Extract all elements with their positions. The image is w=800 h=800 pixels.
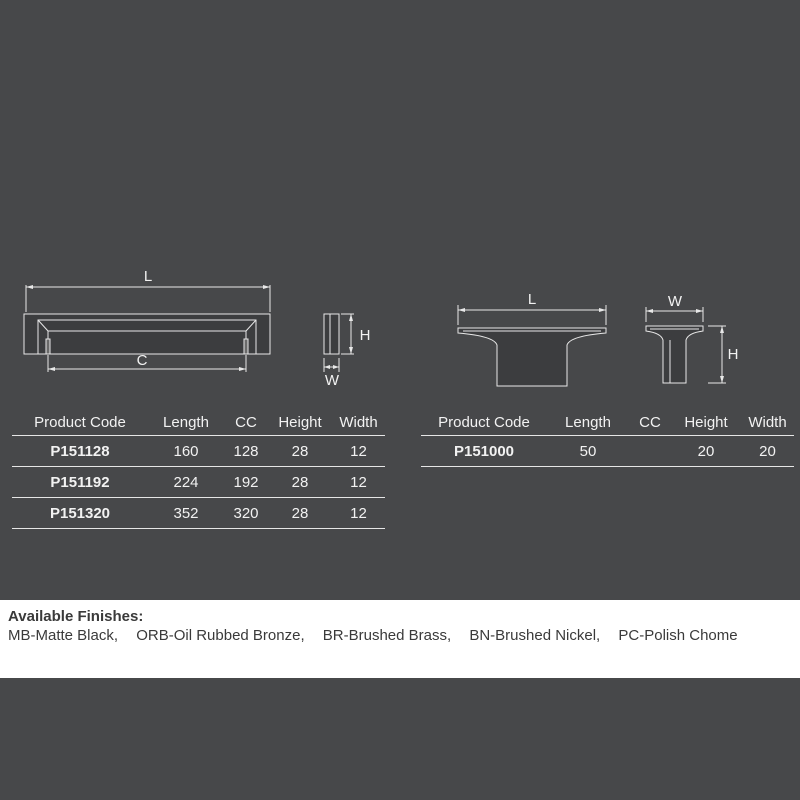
table-row xyxy=(12,498,385,529)
cc-cell: 320 xyxy=(224,498,268,529)
table-row xyxy=(12,467,385,498)
header-length: Length xyxy=(547,409,629,436)
height-cell: 28 xyxy=(268,467,332,498)
header-width: Width xyxy=(332,409,385,436)
finishes-list xyxy=(8,627,752,644)
header-height: Height xyxy=(268,409,332,436)
spec-table-knob xyxy=(421,409,794,467)
length-cell: 224 xyxy=(148,467,224,498)
table-row xyxy=(12,436,385,467)
finishes-title: Available Finishes: xyxy=(8,608,144,625)
finish-item: MB-Matte Black, xyxy=(8,627,119,644)
header-product-code: Product Code xyxy=(12,409,148,436)
width-cell: 12 xyxy=(332,436,385,467)
length-cell: 352 xyxy=(148,498,224,529)
handle-b-height-label: H xyxy=(727,346,739,363)
knob-front-view xyxy=(458,305,606,386)
header-width: Width xyxy=(741,409,794,436)
finishes-panel xyxy=(0,600,800,678)
handle-a-width-label: W xyxy=(324,372,340,389)
cc-cell: 192 xyxy=(224,467,268,498)
product-code-cell: P151192 xyxy=(12,467,148,498)
table-row xyxy=(421,436,794,467)
header-cc: CC xyxy=(629,409,671,436)
spec-table-bar-pull xyxy=(12,409,385,529)
height-cell: 28 xyxy=(268,498,332,529)
finish-item: ORB-Oil Rubbed Bronze, xyxy=(136,627,305,644)
finish-item: PC-Polish Chome xyxy=(618,627,738,644)
header-length: Length xyxy=(148,409,224,436)
width-cell: 12 xyxy=(332,498,385,529)
bar-pull-side-view xyxy=(324,314,354,372)
height-cell: 20 xyxy=(671,436,741,467)
handle-a-cc-label: C xyxy=(136,352,148,369)
length-cell: 50 xyxy=(547,436,629,467)
cc-cell xyxy=(629,436,671,467)
handle-b-width-label: W xyxy=(667,293,683,310)
product-code-cell: P151128 xyxy=(12,436,148,467)
header-height: Height xyxy=(671,409,741,436)
height-cell: 28 xyxy=(268,436,332,467)
width-cell: 20 xyxy=(741,436,794,467)
finish-item: BN-Brushed Nickel, xyxy=(469,627,601,644)
length-cell: 160 xyxy=(148,436,224,467)
handle-a-length-label: L xyxy=(143,268,153,285)
header-cc: CC xyxy=(224,409,268,436)
product-code-cell: P151320 xyxy=(12,498,148,529)
header-product-code: Product Code xyxy=(421,409,547,436)
knob-side-view xyxy=(646,307,726,383)
table-header-row xyxy=(421,409,794,436)
table-header-row xyxy=(12,409,385,436)
width-cell: 12 xyxy=(332,467,385,498)
handle-b-length-label: L xyxy=(527,291,537,308)
finish-item: BR-Brushed Brass, xyxy=(322,627,452,644)
product-code-cell: P151000 xyxy=(421,436,547,467)
handle-a-height-label: H xyxy=(359,327,371,344)
cc-cell: 128 xyxy=(224,436,268,467)
